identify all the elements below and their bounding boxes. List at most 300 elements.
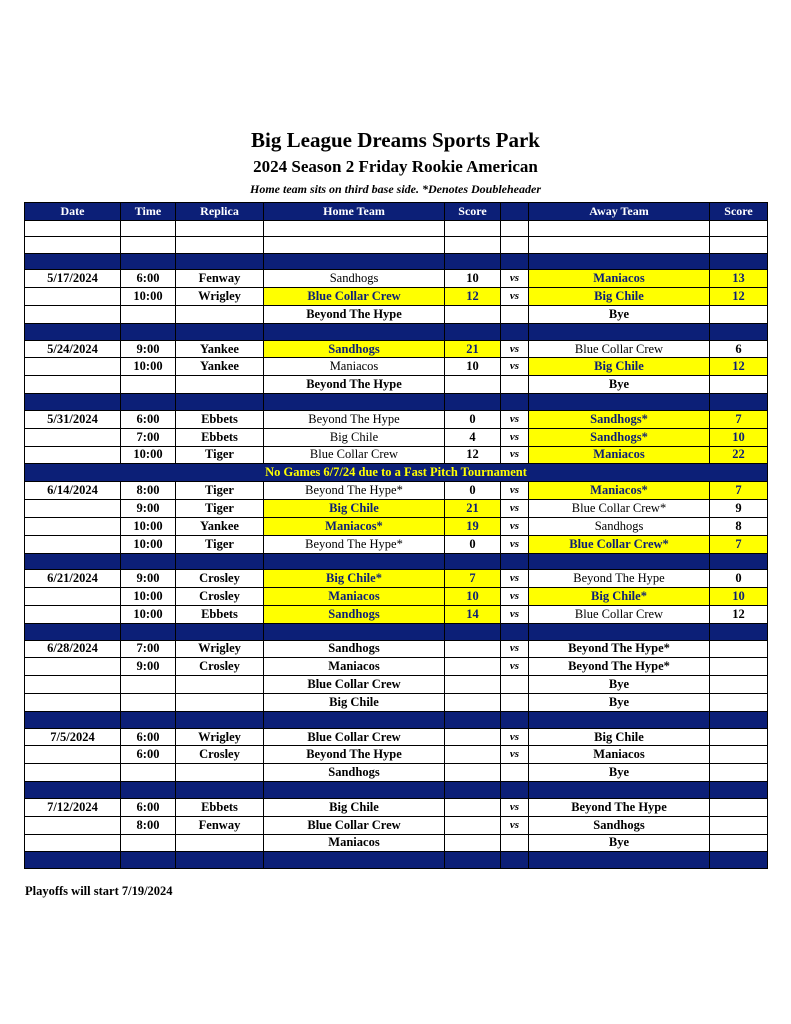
- date-cell: 5/24/2024: [25, 340, 121, 358]
- empty-cell: [529, 852, 710, 869]
- blank-row: [25, 220, 768, 237]
- away-team-cell: Big Chile: [529, 728, 710, 746]
- away-team-cell: Bye: [529, 834, 710, 852]
- empty-cell: [25, 237, 121, 254]
- header-row: [25, 203, 768, 221]
- away-team-cell: Maniacos*: [529, 482, 710, 500]
- vs-label: vs: [501, 446, 529, 464]
- home-team-cell: Sandhogs: [264, 764, 445, 782]
- away-team-cell: Maniacos: [529, 446, 710, 464]
- empty-cell: [121, 553, 176, 570]
- empty-cell: [445, 237, 501, 254]
- vs-label: vs: [501, 410, 529, 428]
- vs-label: vs: [501, 482, 529, 500]
- empty-cell: [176, 237, 264, 254]
- page-title: Big League Dreams Sports Park: [251, 128, 540, 152]
- date-cell: [25, 694, 121, 712]
- home-team-cell: Beyond The Hype*: [264, 535, 445, 553]
- empty-cell: [176, 782, 264, 799]
- away-score-cell: 6: [710, 340, 768, 358]
- empty-cell: [25, 782, 121, 799]
- notice-text: No Games 6/7/24 due to a Fast Pitch Tournament: [25, 464, 768, 482]
- replica-cell: Ebbets: [176, 798, 264, 816]
- away-score-cell: 22: [710, 446, 768, 464]
- time-cell: [121, 376, 176, 394]
- empty-cell: [264, 624, 445, 641]
- empty-cell: [176, 712, 264, 729]
- column-header-date: Date: [25, 203, 121, 221]
- away-score-cell: 9: [710, 500, 768, 518]
- empty-cell: [710, 394, 768, 411]
- away-score-cell: [710, 764, 768, 782]
- empty-cell: [710, 220, 768, 237]
- empty-cell: [501, 253, 529, 270]
- page-subtitle: 2024 Season 2 Friday Rookie American: [253, 157, 538, 176]
- column-header-home-score: Score: [445, 203, 501, 221]
- empty-cell: [501, 553, 529, 570]
- away-team-cell: Maniacos: [529, 746, 710, 764]
- empty-cell: [501, 852, 529, 869]
- home-score-cell: [445, 694, 501, 712]
- game-row: [25, 606, 768, 624]
- date-cell: [25, 376, 121, 394]
- vs-label: vs: [501, 606, 529, 624]
- empty-cell: [264, 712, 445, 729]
- home-score-cell: [445, 764, 501, 782]
- home-score-cell: 10: [445, 270, 501, 288]
- time-cell: [121, 834, 176, 852]
- time-cell: 9:00: [121, 658, 176, 676]
- empty-cell: [264, 253, 445, 270]
- home-team-cell: Maniacos: [264, 358, 445, 376]
- replica-cell: Ebbets: [176, 410, 264, 428]
- away-score-cell: 10: [710, 428, 768, 446]
- empty-cell: [445, 712, 501, 729]
- replica-cell: Wrigley: [176, 640, 264, 658]
- game-row: [25, 446, 768, 464]
- date-cell: [25, 816, 121, 834]
- home-score-cell: 21: [445, 340, 501, 358]
- replica-cell: Yankee: [176, 340, 264, 358]
- empty-cell: [710, 553, 768, 570]
- empty-cell: [176, 324, 264, 341]
- home-score-cell: 10: [445, 358, 501, 376]
- empty-cell: [25, 220, 121, 237]
- vs-label: vs: [501, 428, 529, 446]
- footer-note: Playoffs will start 7/19/2024: [25, 884, 173, 898]
- empty-cell: [445, 553, 501, 570]
- vs-label: vs: [501, 288, 529, 306]
- time-cell: 9:00: [121, 500, 176, 518]
- date-cell: 6/14/2024: [25, 482, 121, 500]
- away-team-cell: Big Chile: [529, 358, 710, 376]
- game-row: [25, 535, 768, 553]
- column-header-away-team: Away Team: [529, 203, 710, 221]
- replica-cell: Yankee: [176, 518, 264, 536]
- date-cell: [25, 764, 121, 782]
- away-score-cell: 8: [710, 518, 768, 536]
- date-cell: [25, 500, 121, 518]
- home-team-cell: Blue Collar Crew: [264, 288, 445, 306]
- replica-cell: Crosley: [176, 658, 264, 676]
- home-team-cell: Beyond The Hype: [264, 746, 445, 764]
- empty-cell: [264, 553, 445, 570]
- vs-label: vs: [501, 746, 529, 764]
- vs-label: [501, 694, 529, 712]
- vs-label: vs: [501, 570, 529, 588]
- home-team-cell: Beyond The Hype: [264, 376, 445, 394]
- home-team-cell: Beyond The Hype: [264, 306, 445, 324]
- away-team-cell: Sandhogs: [529, 816, 710, 834]
- vs-label: vs: [501, 588, 529, 606]
- away-team-cell: Sandhogs: [529, 518, 710, 536]
- empty-cell: [121, 220, 176, 237]
- home-score-cell: 0: [445, 535, 501, 553]
- home-score-cell: [445, 798, 501, 816]
- vs-label: vs: [501, 270, 529, 288]
- replica-cell: Fenway: [176, 270, 264, 288]
- game-row: [25, 270, 768, 288]
- empty-cell: [445, 394, 501, 411]
- time-cell: [121, 676, 176, 694]
- vs-label: [501, 376, 529, 394]
- column-header-away-score: Score: [710, 203, 768, 221]
- away-team-cell: Big Chile*: [529, 588, 710, 606]
- home-team-cell: Blue Collar Crew: [264, 728, 445, 746]
- time-cell: 10:00: [121, 535, 176, 553]
- empty-cell: [176, 624, 264, 641]
- time-cell: 8:00: [121, 482, 176, 500]
- home-team-cell: Big Chile: [264, 694, 445, 712]
- away-score-cell: 13: [710, 270, 768, 288]
- empty-cell: [25, 712, 121, 729]
- empty-cell: [25, 253, 121, 270]
- time-cell: 10:00: [121, 446, 176, 464]
- date-cell: 5/31/2024: [25, 410, 121, 428]
- home-score-cell: 0: [445, 482, 501, 500]
- game-row: [25, 340, 768, 358]
- game-row: [25, 482, 768, 500]
- empty-cell: [121, 394, 176, 411]
- game-row: [25, 288, 768, 306]
- empty-cell: [264, 782, 445, 799]
- date-cell: [25, 358, 121, 376]
- empty-cell: [264, 237, 445, 254]
- away-score-cell: [710, 746, 768, 764]
- empty-cell: [529, 220, 710, 237]
- date-cell: [25, 658, 121, 676]
- home-score-cell: 14: [445, 606, 501, 624]
- empty-cell: [501, 394, 529, 411]
- time-cell: 9:00: [121, 570, 176, 588]
- time-cell: 10:00: [121, 588, 176, 606]
- away-score-cell: 10: [710, 588, 768, 606]
- away-score-cell: [710, 834, 768, 852]
- home-score-cell: 0: [445, 410, 501, 428]
- vs-label: vs: [501, 358, 529, 376]
- vs-label: vs: [501, 816, 529, 834]
- vs-label: vs: [501, 728, 529, 746]
- empty-cell: [264, 852, 445, 869]
- home-team-cell: Maniacos: [264, 588, 445, 606]
- home-team-cell: Big Chile*: [264, 570, 445, 588]
- home-team-cell: Sandhogs: [264, 270, 445, 288]
- away-team-cell: Maniacos: [529, 270, 710, 288]
- separator-row: [25, 852, 768, 869]
- replica-cell: [176, 376, 264, 394]
- game-row: [25, 764, 768, 782]
- replica-cell: [176, 676, 264, 694]
- time-cell: 7:00: [121, 428, 176, 446]
- column-header-replica: Replica: [176, 203, 264, 221]
- column-header-vs: [501, 203, 529, 221]
- away-score-cell: 7: [710, 535, 768, 553]
- vs-label: vs: [501, 640, 529, 658]
- game-row: [25, 306, 768, 324]
- home-score-cell: 12: [445, 288, 501, 306]
- empty-cell: [710, 253, 768, 270]
- time-cell: 6:00: [121, 746, 176, 764]
- empty-cell: [176, 220, 264, 237]
- game-row: [25, 358, 768, 376]
- empty-cell: [25, 324, 121, 341]
- time-cell: 6:00: [121, 728, 176, 746]
- home-score-cell: [445, 728, 501, 746]
- home-score-cell: [445, 658, 501, 676]
- vs-label: [501, 676, 529, 694]
- away-team-cell: Blue Collar Crew*: [529, 500, 710, 518]
- away-score-cell: 12: [710, 606, 768, 624]
- schedule-body: [25, 220, 768, 868]
- empty-cell: [176, 394, 264, 411]
- replica-cell: Wrigley: [176, 728, 264, 746]
- away-score-cell: 7: [710, 410, 768, 428]
- empty-cell: [264, 220, 445, 237]
- date-cell: [25, 428, 121, 446]
- home-team-cell: Maniacos*: [264, 518, 445, 536]
- replica-cell: Crosley: [176, 746, 264, 764]
- empty-cell: [445, 852, 501, 869]
- home-score-cell: [445, 640, 501, 658]
- home-score-cell: 21: [445, 500, 501, 518]
- time-cell: [121, 306, 176, 324]
- blank-row: [25, 237, 768, 254]
- time-cell: 10:00: [121, 358, 176, 376]
- replica-cell: Fenway: [176, 816, 264, 834]
- separator-row: [25, 624, 768, 641]
- date-cell: 7/12/2024: [25, 798, 121, 816]
- home-team-cell: Blue Collar Crew: [264, 816, 445, 834]
- vs-label: vs: [501, 798, 529, 816]
- home-team-cell: Blue Collar Crew: [264, 446, 445, 464]
- separator-row: [25, 253, 768, 270]
- game-row: [25, 376, 768, 394]
- empty-cell: [710, 237, 768, 254]
- empty-cell: [121, 253, 176, 270]
- empty-cell: [501, 624, 529, 641]
- empty-cell: [529, 782, 710, 799]
- home-score-cell: 19: [445, 518, 501, 536]
- away-score-cell: 0: [710, 570, 768, 588]
- game-row: [25, 676, 768, 694]
- column-header-time: Time: [121, 203, 176, 221]
- empty-cell: [445, 220, 501, 237]
- replica-cell: Ebbets: [176, 606, 264, 624]
- replica-cell: [176, 834, 264, 852]
- empty-cell: [710, 324, 768, 341]
- game-row: [25, 728, 768, 746]
- time-cell: 6:00: [121, 270, 176, 288]
- empty-cell: [264, 324, 445, 341]
- empty-cell: [529, 624, 710, 641]
- separator-row: [25, 553, 768, 570]
- vs-label: vs: [501, 658, 529, 676]
- time-cell: 10:00: [121, 606, 176, 624]
- notice-row: [25, 464, 768, 482]
- away-team-cell: Beyond The Hype: [529, 798, 710, 816]
- home-score-cell: [445, 376, 501, 394]
- vs-label: vs: [501, 535, 529, 553]
- time-cell: 7:00: [121, 640, 176, 658]
- empty-cell: [501, 324, 529, 341]
- away-team-cell: Bye: [529, 376, 710, 394]
- empty-cell: [710, 852, 768, 869]
- date-cell: [25, 535, 121, 553]
- time-cell: 9:00: [121, 340, 176, 358]
- home-team-cell: Maniacos: [264, 658, 445, 676]
- separator-row: [25, 782, 768, 799]
- away-score-cell: [710, 694, 768, 712]
- home-team-cell: Big Chile: [264, 500, 445, 518]
- empty-cell: [264, 394, 445, 411]
- replica-cell: Ebbets: [176, 428, 264, 446]
- vs-label: [501, 834, 529, 852]
- away-team-cell: Sandhogs*: [529, 410, 710, 428]
- away-team-cell: Bye: [529, 694, 710, 712]
- game-row: [25, 410, 768, 428]
- vs-label: [501, 306, 529, 324]
- game-row: [25, 570, 768, 588]
- away-team-cell: Beyond The Hype*: [529, 658, 710, 676]
- game-row: [25, 798, 768, 816]
- empty-cell: [176, 553, 264, 570]
- away-score-cell: [710, 376, 768, 394]
- empty-cell: [529, 324, 710, 341]
- empty-cell: [710, 624, 768, 641]
- home-score-cell: 7: [445, 570, 501, 588]
- away-team-cell: Beyond The Hype: [529, 570, 710, 588]
- vs-label: vs: [501, 500, 529, 518]
- empty-cell: [529, 237, 710, 254]
- date-cell: [25, 746, 121, 764]
- time-cell: 10:00: [121, 288, 176, 306]
- away-team-cell: Bye: [529, 676, 710, 694]
- replica-cell: Tiger: [176, 482, 264, 500]
- empty-cell: [121, 624, 176, 641]
- away-score-cell: 12: [710, 288, 768, 306]
- vs-label: vs: [501, 518, 529, 536]
- home-score-cell: 12: [445, 446, 501, 464]
- away-team-cell: Sandhogs*: [529, 428, 710, 446]
- date-cell: [25, 306, 121, 324]
- date-cell: [25, 518, 121, 536]
- vs-label: vs: [501, 340, 529, 358]
- date-cell: [25, 446, 121, 464]
- empty-cell: [501, 220, 529, 237]
- empty-cell: [25, 852, 121, 869]
- empty-cell: [445, 253, 501, 270]
- replica-cell: Crosley: [176, 570, 264, 588]
- away-score-cell: [710, 676, 768, 694]
- replica-cell: Wrigley: [176, 288, 264, 306]
- empty-cell: [176, 253, 264, 270]
- date-cell: 6/28/2024: [25, 640, 121, 658]
- empty-cell: [121, 852, 176, 869]
- empty-cell: [25, 394, 121, 411]
- empty-cell: [529, 553, 710, 570]
- empty-cell: [501, 712, 529, 729]
- away-team-cell: Blue Collar Crew: [529, 606, 710, 624]
- separator-row: [25, 394, 768, 411]
- empty-cell: [121, 237, 176, 254]
- home-team-cell: Beyond The Hype: [264, 410, 445, 428]
- home-score-cell: [445, 676, 501, 694]
- game-row: [25, 746, 768, 764]
- empty-cell: [501, 237, 529, 254]
- game-row: [25, 428, 768, 446]
- time-cell: 10:00: [121, 518, 176, 536]
- date-cell: [25, 606, 121, 624]
- header-note: Home team sits on third base side. *Denotes Doubleheader: [250, 182, 541, 196]
- empty-cell: [25, 624, 121, 641]
- empty-cell: [529, 712, 710, 729]
- empty-cell: [445, 782, 501, 799]
- vs-label: [501, 764, 529, 782]
- home-score-cell: 4: [445, 428, 501, 446]
- away-score-cell: 12: [710, 358, 768, 376]
- separator-row: [25, 712, 768, 729]
- home-score-cell: 10: [445, 588, 501, 606]
- game-row: [25, 588, 768, 606]
- game-row: [25, 640, 768, 658]
- away-score-cell: [710, 798, 768, 816]
- empty-cell: [445, 624, 501, 641]
- game-row: [25, 658, 768, 676]
- column-header-home-team: Home Team: [264, 203, 445, 221]
- game-row: [25, 834, 768, 852]
- date-cell: [25, 834, 121, 852]
- game-row: [25, 518, 768, 536]
- date-cell: 5/17/2024: [25, 270, 121, 288]
- home-team-cell: Sandhogs: [264, 640, 445, 658]
- game-row: [25, 694, 768, 712]
- separator-row: [25, 324, 768, 341]
- away-score-cell: 7: [710, 482, 768, 500]
- home-team-cell: Big Chile: [264, 428, 445, 446]
- time-cell: [121, 694, 176, 712]
- replica-cell: [176, 694, 264, 712]
- date-cell: [25, 588, 121, 606]
- away-team-cell: Big Chile: [529, 288, 710, 306]
- home-team-cell: Beyond The Hype*: [264, 482, 445, 500]
- date-cell: [25, 288, 121, 306]
- game-row: [25, 500, 768, 518]
- home-team-cell: Big Chile: [264, 798, 445, 816]
- home-team-cell: Sandhogs: [264, 606, 445, 624]
- home-score-cell: [445, 306, 501, 324]
- empty-cell: [25, 553, 121, 570]
- empty-cell: [529, 394, 710, 411]
